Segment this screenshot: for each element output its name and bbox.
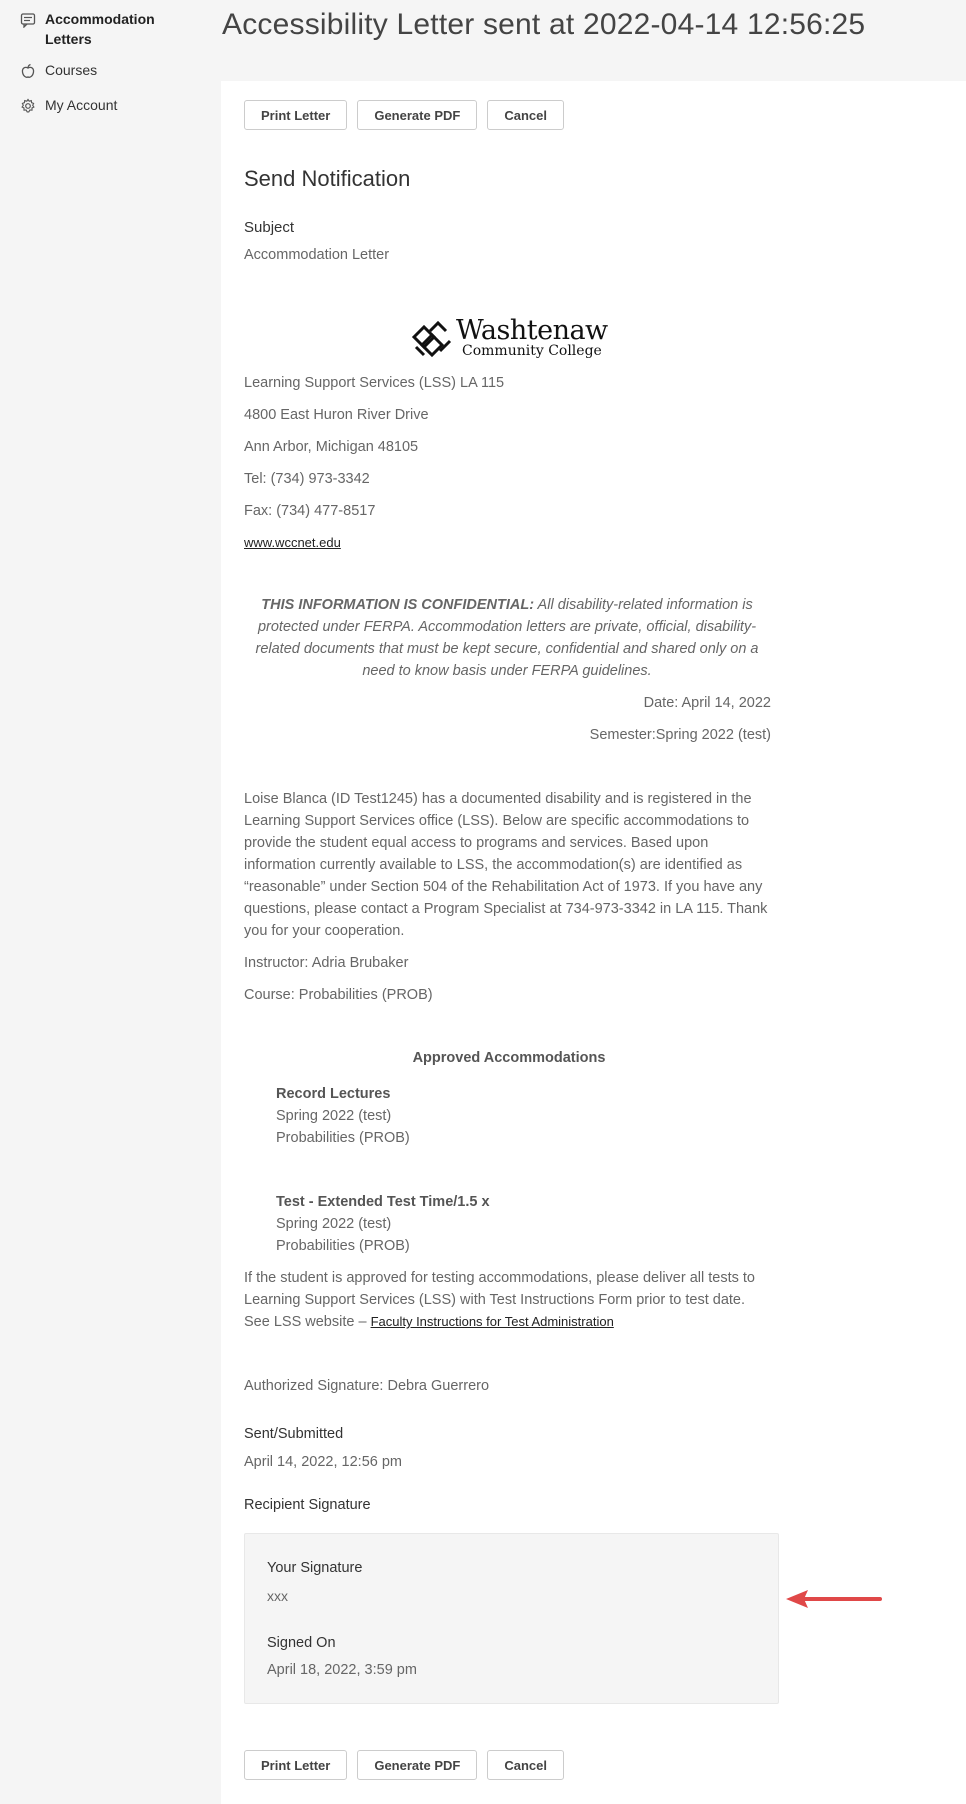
accommodation-item <box>276 1083 410 1149</box>
accommodation-course: Probabilities (PROB) <box>276 1238 410 1254</box>
logo-name: Washtenaw <box>456 315 608 346</box>
testing-text: If the student is approved for testing accommodations, please deliver all tests to Learning Support Services (LSS) with Test Instructions Form prior to test date. See LSS website – <box>244 1270 755 1330</box>
confidential-notice <box>249 594 765 682</box>
phone-line: Tel: (734) 973-3342 <box>244 471 370 487</box>
accommodation-name: Record Lectures <box>276 1086 391 1102</box>
sent-label: Sent/Submitted <box>244 1426 344 1442</box>
your-signature-value: xxx <box>267 1588 288 1604</box>
sidebar-item-accommodation-letters[interactable] <box>0 9 170 49</box>
gear-icon <box>20 98 36 114</box>
print-letter-button[interactable]: Print Letter <box>244 1750 347 1780</box>
signed-on-label: Signed On <box>267 1635 336 1651</box>
annotation-arrow-icon <box>784 1587 884 1611</box>
letter-semester: Semester:Spring 2022 (test) <box>589 727 771 743</box>
confidential-text: All disability-related information is protected under FERPA. Accommodation letters are private, official, disability-related documents that must be kept secure, confidential and shared only on a need to know basis under FERPA guidelines. <box>255 597 759 679</box>
letter-date: Date: April 14, 2022 <box>643 695 771 711</box>
confidential-heading: THIS INFORMATION IS CONFIDENTIAL: <box>261 597 535 613</box>
sidebar-item-my-account[interactable] <box>0 95 117 115</box>
recipient-signature-label: Recipient Signature <box>244 1497 371 1513</box>
signature-panel <box>244 1533 779 1704</box>
sidebar-item-label: Accommodation Letters <box>45 11 155 47</box>
cancel-button[interactable]: Cancel <box>487 1750 564 1780</box>
sidebar-item-courses[interactable] <box>0 60 97 80</box>
top-toolbar <box>244 100 564 130</box>
generate-pdf-button[interactable]: Generate PDF <box>357 1750 477 1780</box>
main-content <box>221 81 966 1804</box>
print-letter-button[interactable]: Print Letter <box>244 100 347 130</box>
college-logo <box>412 317 608 359</box>
address-line: Learning Support Services (LSS) LA 115 <box>244 375 505 391</box>
generate-pdf-button[interactable]: Generate PDF <box>357 100 477 130</box>
accommodation-course: Probabilities (PROB) <box>276 1130 410 1146</box>
apple-icon <box>20 63 36 79</box>
testing-instructions <box>244 1267 774 1333</box>
accommodation-semester: Spring 2022 (test) <box>276 1216 392 1232</box>
authorized-signature: Authorized Signature: Debra Guerrero <box>244 1378 490 1394</box>
signed-on-value: April 18, 2022, 3:59 pm <box>267 1662 417 1678</box>
sidebar-item-label: Courses <box>45 62 98 78</box>
subject-value: Accommodation Letter <box>244 247 390 263</box>
college-logo-mark-icon <box>412 317 454 359</box>
sidebar <box>0 0 221 1804</box>
section-heading: Send Notification <box>244 166 411 191</box>
approved-accommodations-heading: Approved Accommodations <box>412 1050 606 1066</box>
instructor-line: Instructor: Adria Brubaker <box>244 955 409 971</box>
website-link[interactable]: www.wccnet.edu <box>244 535 341 550</box>
faculty-instructions-link[interactable]: Faculty Instructions for Test Administration <box>370 1314 614 1329</box>
bottom-toolbar <box>244 1750 564 1780</box>
address-line: 4800 East Huron River Drive <box>244 407 429 423</box>
address-line: Ann Arbor, Michigan 48105 <box>244 439 419 455</box>
logo-subname: Community College <box>462 343 602 359</box>
letter-body: Loise Blanca (ID Test1245) has a documented disability and is registered in the Learning Support Services office (LSS). Below are specific accommodations to provide the student equal access to programs and services. Based upon information currently available to LSS, the accommodation(s) are identified as “reasonable” under Section 504 of the Rehabilitation Act of 1973. If you have any questions, please contact a Program Specialist at 734-973-3342 in LA 115. Thank you for your cooperation. <box>244 791 768 939</box>
page-title: Accessibility Letter sent at 2022-04-14 12:56:25 <box>222 8 866 41</box>
accommodation-name: Test - Extended Test Time/1.5 x <box>276 1194 490 1210</box>
accommodation-item <box>276 1191 490 1257</box>
course-line: Course: Probabilities (PROB) <box>244 987 433 1003</box>
subject-label: Subject <box>244 219 295 236</box>
message-icon <box>20 12 36 28</box>
cancel-button[interactable]: Cancel <box>487 100 564 130</box>
sidebar-item-label: My Account <box>45 97 118 113</box>
your-signature-label: Your Signature <box>267 1560 363 1576</box>
accommodation-semester: Spring 2022 (test) <box>276 1108 392 1124</box>
sent-value: April 14, 2022, 12:56 pm <box>244 1454 402 1470</box>
fax-line: Fax: (734) 477-8517 <box>244 503 376 519</box>
